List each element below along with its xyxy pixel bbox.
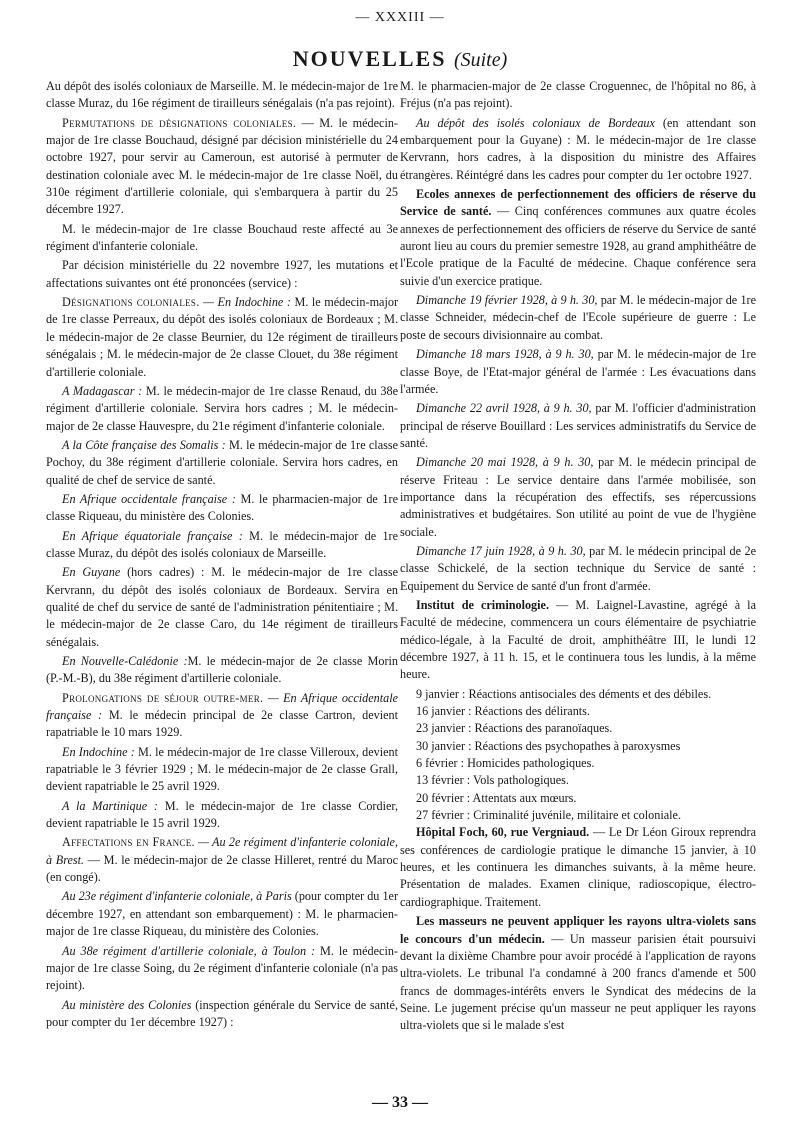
paragraph bbox=[400, 543, 756, 595]
paragraph-text: M. le médecin-major de 2e classe Morin (P.-M.-B), du 38e régiment d'artillerie coloniale. bbox=[46, 654, 398, 686]
paragraph bbox=[400, 824, 756, 911]
schedule-item: 9 janvier : Réactions antisociales des déments et des débiles. bbox=[416, 686, 712, 701]
paragraph bbox=[46, 653, 398, 688]
place-heading: A la Martinique : bbox=[62, 798, 158, 813]
schedule-item: 23 janvier : Réactions des paranoïaques. bbox=[416, 721, 613, 736]
paragraph bbox=[46, 115, 398, 219]
paragraph-text: M. le médecin principal de 2e classe Cartron, devient rapatriable le 10 mars 1929. bbox=[46, 708, 398, 740]
conference-date: Dimanche 18 mars 1928, à 9 h. 30, bbox=[416, 347, 594, 362]
section-lead: Permutations de désignations coloniales. bbox=[62, 115, 297, 130]
place-heading: Au 23e régiment d'infanterie coloniale, à Paris bbox=[62, 889, 292, 904]
place-heading: Au dépôt des isolés coloniaux de Bordeaux bbox=[416, 115, 655, 130]
place-heading: — Au 2e régiment d'infanterie coloniale, à Brest. bbox=[46, 835, 398, 867]
paragraph-text: — M. le médecin-major de 2e classe Hilleret, rentré du Maroc (en congé). bbox=[46, 852, 398, 885]
place-heading: En Afrique équatoriale française : bbox=[62, 528, 243, 543]
lecture-schedule bbox=[400, 686, 756, 825]
paragraph bbox=[46, 437, 398, 489]
paragraph-text: M. le médecin-major de 1re classe Villeroux, devient rapatriable le 3 février 1929 ; M. le médecin-major de 2e classe Grall, devient rapatriable le 25 avril 1929. bbox=[46, 744, 398, 794]
paragraph bbox=[46, 834, 398, 886]
schedule-item: 27 février : Criminalité juvénile, militaire et coloniale. bbox=[416, 808, 681, 823]
paragraph: M. le pharmacien-major de 2e classe Croguennec, de l'hôpital no 86, à Fréjus (n'a pas rejoint). bbox=[400, 79, 756, 111]
paragraph: Au dépôt des isolés coloniaux de Marseille. M. le médecin-major de 1re classe Muraz, du 16e régiment de tirailleurs sénégalais (n'a pas rejoint). bbox=[46, 79, 398, 111]
paragraph bbox=[400, 346, 756, 398]
paragraph-text: — Le Dr Léon Giroux reprendra ses conférences de cardiologie pratique le dimanche 15 janvier, à 10 heures, et les continuera les dimanches suivants, à la même heure. Présentation de malades. Examen clinique, radioscopique, électro-cardiographique. Traitement. bbox=[400, 825, 756, 909]
paragraph-text: M. le médecin-major de 1re classe Cordier, devient rapatriable le 15 avril 1929. bbox=[46, 798, 398, 831]
schedule-item: 16 janvier : Réactions des délirants. bbox=[416, 704, 590, 719]
title-subtitle: (Suite) bbox=[453, 49, 508, 71]
place-heading: En Nouvelle-Calédonie : bbox=[62, 654, 188, 668]
paragraph bbox=[400, 186, 756, 290]
paragraph bbox=[46, 690, 398, 742]
paragraph-text: M. le médecin-major de 1re classe Renaud, du 38e régiment d'artillerie coloniale. Servira hors cadres ; M. le médecin-major de 2e classe Hauvespre, du 21e régiment d'infanterie coloniale. bbox=[46, 383, 398, 433]
paragraph bbox=[400, 597, 756, 684]
paragraph bbox=[46, 888, 398, 940]
paragraph bbox=[46, 564, 398, 651]
paragraph-text: par M. le médecin principal de 2e classe Schickelé, de la section technique du Service de santé : Equipement du Service de santé d'un front d'armée. bbox=[400, 543, 756, 593]
section-lead: Institut de criminologie. bbox=[416, 597, 549, 612]
conference-date: Dimanche 19 février 1928, à 9 h. 30, bbox=[416, 293, 598, 308]
paragraph bbox=[400, 913, 756, 1034]
paragraph-text: M. le médecin-major de 1re classe Perreaux, du dépôt des isolés coloniaux de Bordeaux ; M. le médecin-major de 2e classe Beurnier, du 12e régiment de tirailleurs sénégalais ; M. le médecin-major de 2e classe Clouet, du 38e régiment d'artillerie coloniale. bbox=[46, 295, 399, 379]
paragraph bbox=[46, 528, 398, 563]
schedule-item: 6 février : Homicides pathologiques. bbox=[416, 756, 595, 771]
place-heading: Au 38e régiment d'artillerie coloniale, à Toulon : bbox=[62, 943, 316, 958]
paragraph-text: par M. l'officier d'administration principal de réserve Bouillard : Les services administratifs du Service de santé. bbox=[400, 401, 756, 450]
paragraph-text: — Cinq conférences communes aux quatre écoles annexes de perfectionnement des officiers de réserve du Service de santé auront lieu au cours du premier semestre 1928, au grand amphithéâtre de l'Ecole pratique de la Faculté de médecine. Chaque conférence sera suivie d'un exercice pratique. bbox=[400, 204, 756, 288]
place-heading: En Guyane bbox=[62, 565, 121, 580]
paragraph-text: (en attendant son embarquement pour la Guyane) : M. le médecin-major de 1re classe Kervrann, hors cadres, à la disposition du ministre des Affaires étrangères. Réintégré dans les cadres pour compter du 1er octobre 1927. bbox=[400, 115, 756, 182]
schedule-item: 20 février : Attentats aux mœurs. bbox=[416, 790, 577, 805]
title-text: NOUVELLES bbox=[292, 46, 447, 71]
paragraph-text: — M. Laignel-Lavastine, agrégé à la Faculté de médecine, commencera un cours élémentaire de psychiatrie médico-légale, à la Faculté de droit, amphithéâtre III, le lundi 12 décembre 1927, à 11 h. 15, et le continuera tous les lundis, à la même heure. bbox=[400, 597, 756, 682]
right-column bbox=[400, 78, 756, 1037]
paragraph bbox=[400, 292, 756, 344]
roman-folio: — XXXIII — bbox=[355, 10, 445, 25]
paragraph bbox=[46, 491, 398, 526]
paragraph bbox=[46, 383, 398, 435]
paragraph bbox=[46, 294, 398, 381]
paragraph-text: par M. le médecin principal de réserve Friteau : Le service dentaire dans l'armée mobilisée, son importance dans la récupération des effectifs, ses répercussions administratives et budgétaires. Son utilité au point de vue de l'hygiène sociale. bbox=[400, 455, 756, 539]
paragraph bbox=[46, 744, 398, 796]
place-heading: — En Indochine : bbox=[199, 295, 291, 310]
paragraph bbox=[400, 115, 756, 184]
paragraph-text: (pour compter du 1er décembre 1927, en attendant son embarquement) : M. le pharmacien-major de 1re classe Riqueau, du ministère des Colonies. bbox=[46, 889, 399, 939]
paragraph-text: (inspection générale du Service de santé, pour compter du 1er décembre 1927) : bbox=[46, 997, 398, 1029]
paragraph bbox=[46, 798, 398, 833]
paragraph-text: par M. le médecin-major de 1re classe Schneider, médecin-chef de l'Ecole supérieure de guerre : Le poste de secours divisionnaire au combat. bbox=[400, 293, 757, 342]
page-number: — 33 — bbox=[372, 1094, 428, 1111]
place-heading: A la Côte française des Somalis : bbox=[62, 437, 226, 452]
left-column bbox=[46, 78, 398, 1033]
section-lead: Ecoles annexes de perfectionnement des officiers de réserve du Service de santé. bbox=[400, 187, 756, 219]
paragraph bbox=[400, 400, 756, 452]
paragraph bbox=[46, 943, 398, 995]
section-lead: Affectations en France. bbox=[62, 835, 195, 850]
paragraph-text: (hors cadres) : M. le médecin-major de 1re classe Kervrann, du dépôt des isolés coloniaux de Bordeaux. Servira en qualité de chef du service de santé de l'administration pénitentiaire ; M. le médecin-major de 2e classe Caro, du 14e régiment de tirailleurs sénégalais. bbox=[46, 565, 398, 649]
paragraph: M. le médecin-major de 1re classe Bouchaud reste affecté au 3e régiment d'infanterie coloniale. bbox=[46, 221, 398, 254]
paragraph bbox=[400, 454, 756, 541]
paragraph-text: par M. le médecin-major de 1re classe Boye, de l'Etat-major général de l'armée : Les évacuations dans l'armée. bbox=[400, 347, 756, 396]
page-title bbox=[0, 46, 800, 72]
paragraph: Par décision ministérielle du 22 novembre 1927, les mutations et affectations suivantes ont été prononcées (service) : bbox=[46, 258, 398, 290]
paragraph-text: M. le médecin-major de 1re classe Soing, du 2e régiment d'infanterie coloniale (n'a pas rejoint). bbox=[46, 943, 398, 993]
paragraph-text: M. le médecin-major de 1re classe Muraz, du dépôt des isolés coloniaux de Marseille. bbox=[46, 528, 399, 560]
conference-date: Dimanche 17 juin 1928, à 9 h. 30, bbox=[416, 543, 586, 558]
schedule-item: 30 janvier : Réactions des psychopathes à paroxysmes bbox=[416, 738, 681, 753]
conference-date: Dimanche 20 mai 1928, à 9 h. 30, bbox=[416, 455, 594, 470]
paragraph bbox=[46, 997, 398, 1032]
place-heading: A Madagascar : bbox=[62, 383, 143, 398]
paragraph-text: — Un masseur parisien était poursuivi devant la dixième Chambre pour avoir procédé à l'application de rayons ultra-violets. Le tribunal l'a condamné à 200 francs d'amende et 500 francs de dommages-intérêts envers le Syndicat des médecins de la Seine. Le jugement précise qu'un masseur ne peut appliquer les rayons ultra-violets que si le malade s'est bbox=[400, 931, 756, 1033]
schedule-item: 13 février : Vols pathologiques. bbox=[416, 773, 569, 788]
paragraph-text: M. le pharmacien-major de 1re classe Riqueau, du ministère des Colonies. bbox=[46, 491, 398, 524]
section-lead: Les masseurs ne peuvent appliquer les rayons ultra-violets sans le concours d'un médecin. bbox=[400, 914, 756, 946]
section-lead: Hôpital Foch, 60, rue Vergniaud. bbox=[416, 825, 590, 840]
paragraph-text: — M. le médecin-major de 1re classe Bouchaud, désigné par décision ministérielle du 24 octobre 1927, pour servir au Cameroun, est autorisé à permuter de destination coloniale avec M. le médecin-major de 1re classe Noël, du 310e régiment d'artillerie coloniale, qui s'embarquera à partir du 25 décembre 1927. bbox=[46, 115, 398, 217]
paragraph-text: M. le médecin-major de 1re classe Pochoy, du 38e régiment d'artillerie coloniale. Servira hors cadres, en qualité de chef de service de santé. bbox=[46, 437, 398, 487]
place-heading: — En Afrique occidentale française : bbox=[46, 690, 398, 723]
place-heading: Au ministère des Colonies bbox=[62, 997, 192, 1012]
place-heading: En Indochine : bbox=[62, 744, 135, 759]
place-heading: En Afrique occidentale française : bbox=[62, 491, 236, 506]
conference-date: Dimanche 22 avril 1928, à 9 h. 30, bbox=[416, 401, 592, 416]
section-lead: Prolongations de séjour outre-mer. bbox=[62, 690, 264, 705]
section-lead: Désignations coloniales. bbox=[62, 295, 200, 310]
